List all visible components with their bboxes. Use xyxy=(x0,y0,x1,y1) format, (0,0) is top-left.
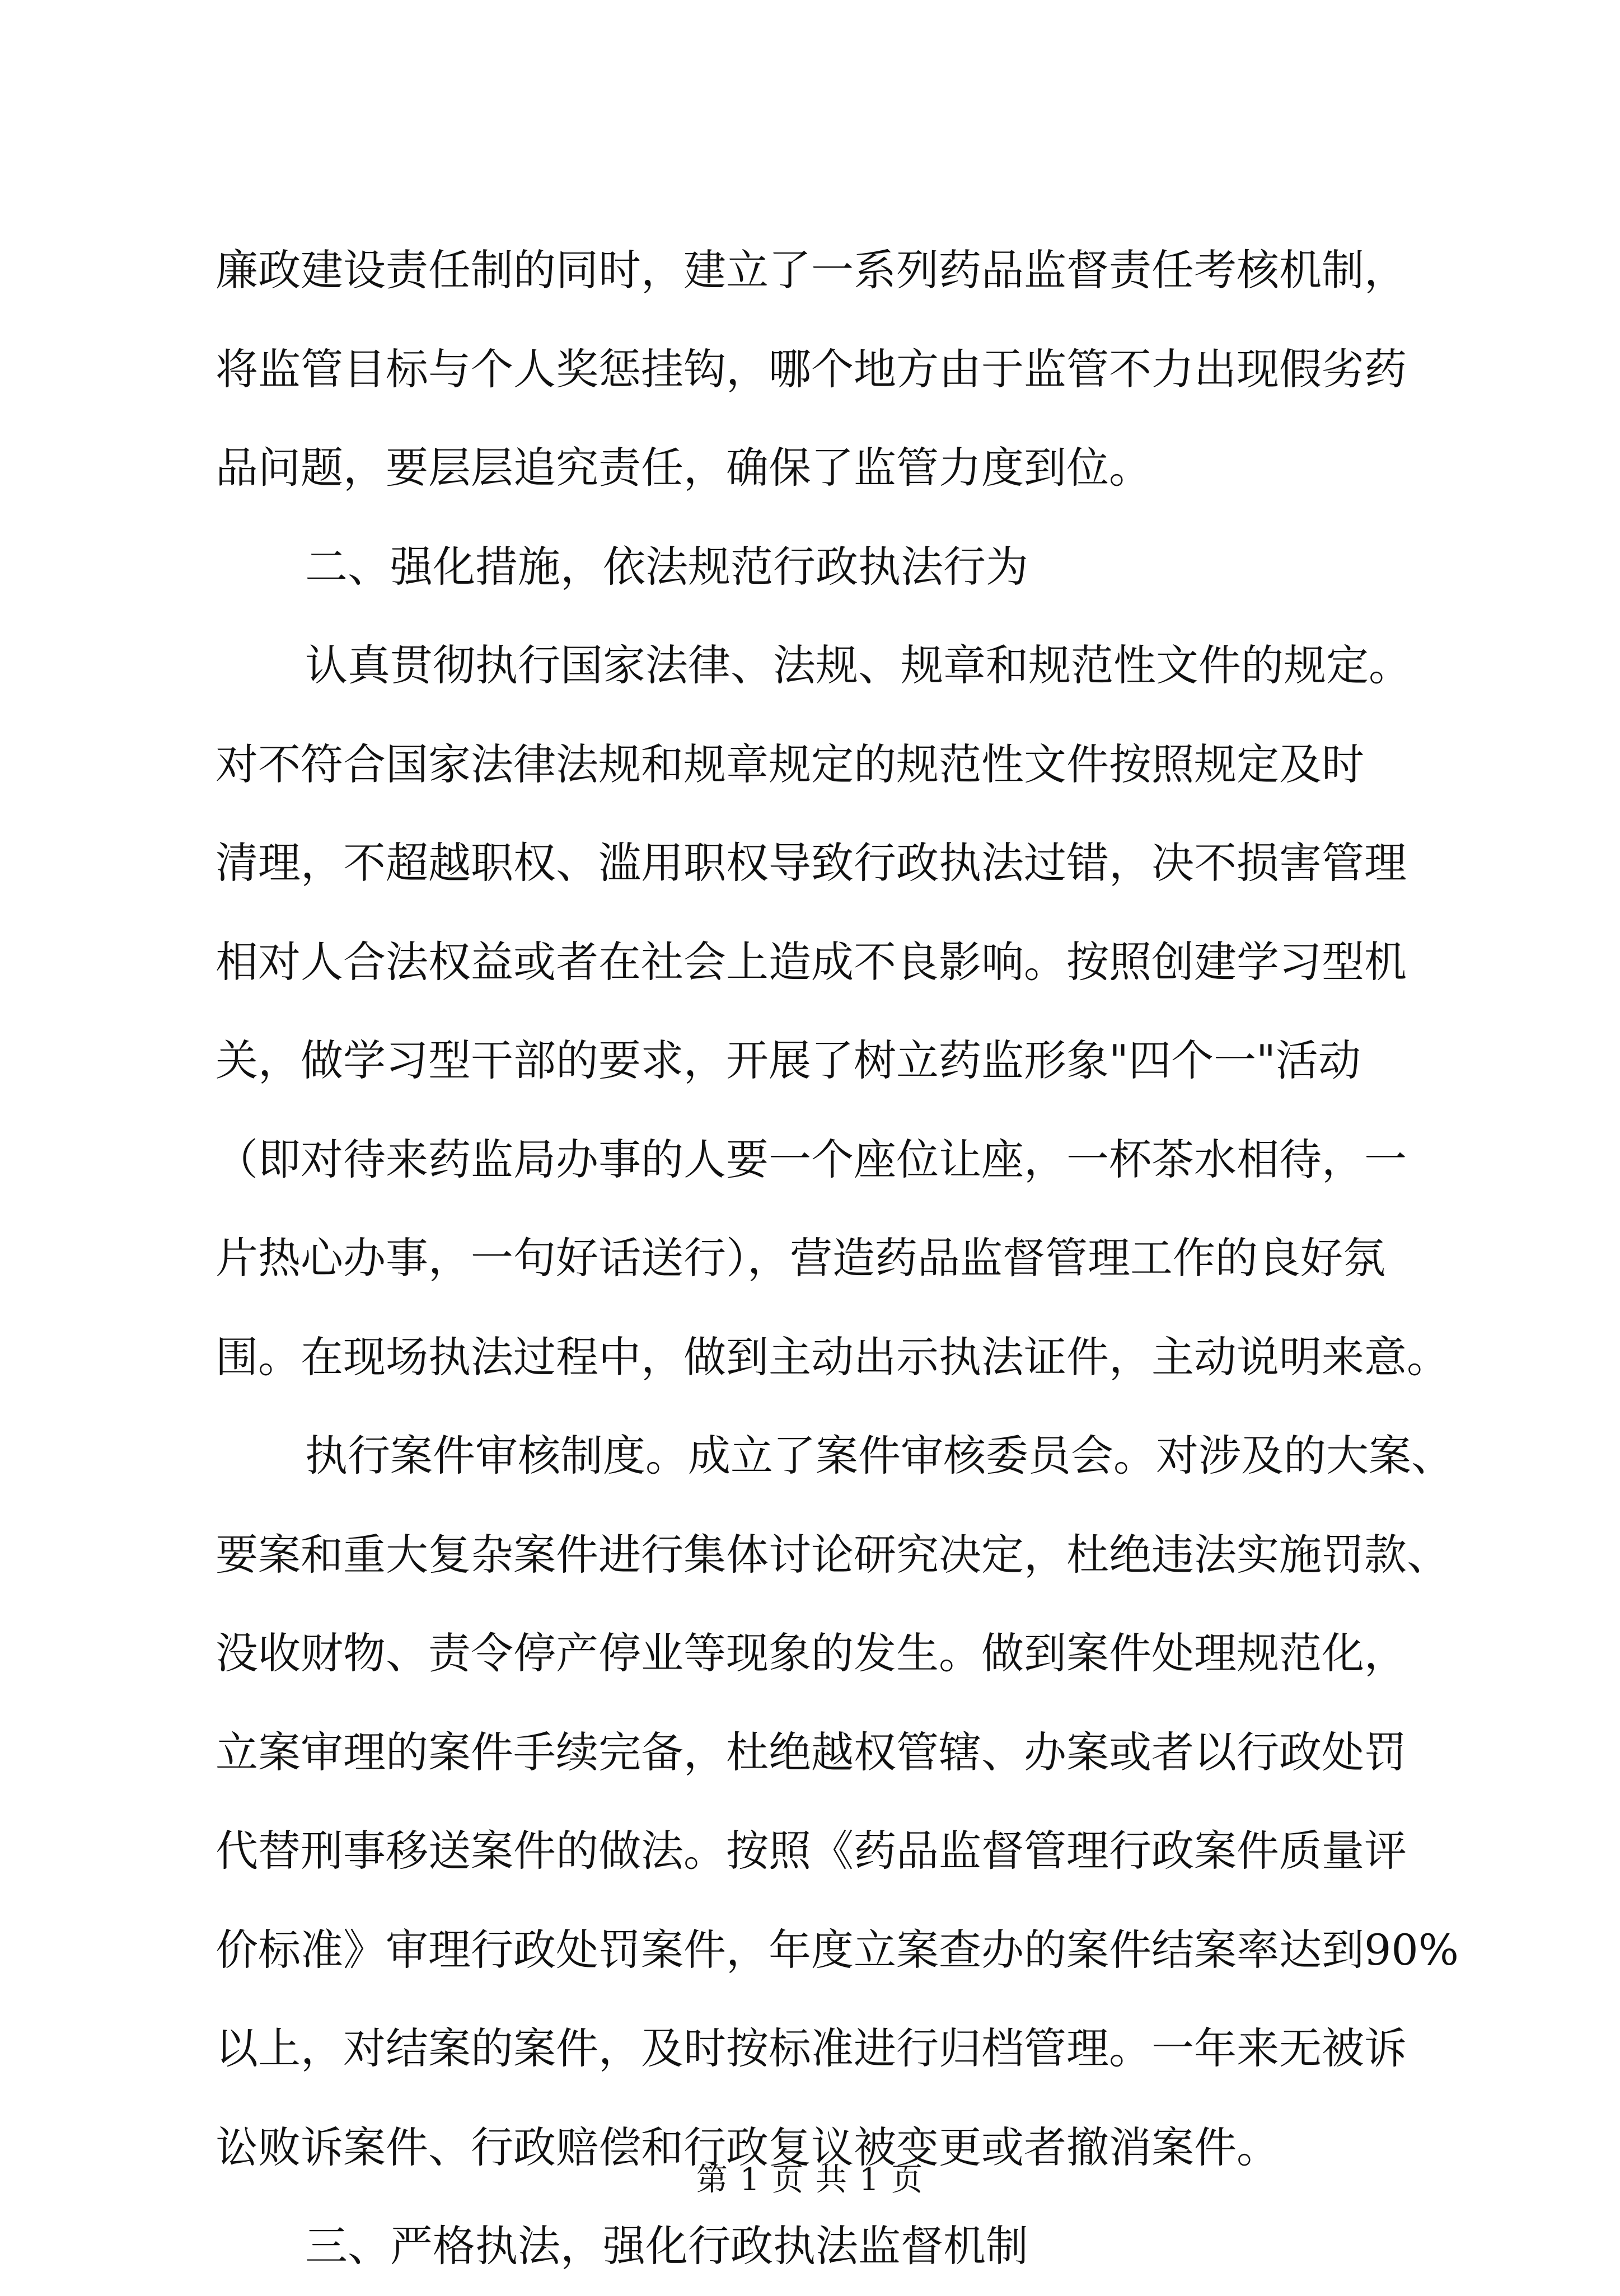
body-line: 片热心办事，一句好话送行），营造药品监督管理工作的良好氛 xyxy=(216,1233,1385,1283)
body-line: 廉政建设责任制的同时，建立了一系列药品监督责任考核机制， xyxy=(216,245,1407,295)
body-line: 对不符合国家法律法规和规章规定的规范性文件按照规定及时 xyxy=(216,739,1364,789)
body-line: 没收财物、责令停产停业等现象的发生。做到案件处理规范化， xyxy=(216,1628,1407,1678)
body-line: 讼败诉案件、行政赔偿和行政复议被变更或者撤消案件。 xyxy=(216,2122,1279,2172)
body-line: 要案和重大复杂案件进行集体讨论研究决定，杜绝违法实施罚款、 xyxy=(216,1529,1449,1580)
body-line: 品问题，要层层追究责任，确保了监管力度到位。 xyxy=(216,443,1151,493)
section-heading: 二、强化措施，依法规范行政执法行为 xyxy=(305,541,1028,592)
section-heading: 三、严格执法，强化行政执法监督机制 xyxy=(305,2221,1028,2271)
body-line: 相对人合法权益或者在社会上造成不良影响。按照创建学习型机 xyxy=(216,936,1407,987)
body-line: 立案审理的案件手续完备，杜绝越权管辖、办案或者以行政处罚 xyxy=(216,1727,1407,1777)
document-body xyxy=(216,221,1459,2296)
body-line: 将监管目标与个人奖惩挂钩，哪个地方由于监管不力出现假劣药 xyxy=(216,344,1407,394)
body-line: 关，做学习型干部的要求，开展了树立药监形象"四个一"活动 xyxy=(216,1035,1361,1085)
paragraph-first-line: 认真贯彻执行国家法律、法规、规章和规范性文件的规定。 xyxy=(305,640,1411,690)
body-line: 清理，不超越职权、滥用职权导致行政执法过错，决不损害管理 xyxy=(216,838,1407,888)
body-line: 代替刑事移送案件的做法。按照《药品监督管理行政案件质量评 xyxy=(216,1826,1407,1876)
body-line: 以上，对结案的案件，及时按标准进行归档管理。一年来无被诉 xyxy=(216,2023,1407,2073)
page-number-footer: 第 1 页 共 1 页 xyxy=(696,2162,924,2198)
paragraph-first-line: 执行案件审核制度。成立了案件审核委员会。对涉及的大案、 xyxy=(305,1431,1454,1480)
body-line: 价标准》审理行政处罚案件，年度立案查办的案件结案率达到90% xyxy=(216,1924,1459,1975)
body-line: 围。在现场执法过程中，做到主动出示执法证件，主动说明来意。 xyxy=(216,1332,1449,1382)
body-line: （即对待来药监局办事的人要一个座位让座，一杯茶水相待，一 xyxy=(216,1134,1407,1184)
